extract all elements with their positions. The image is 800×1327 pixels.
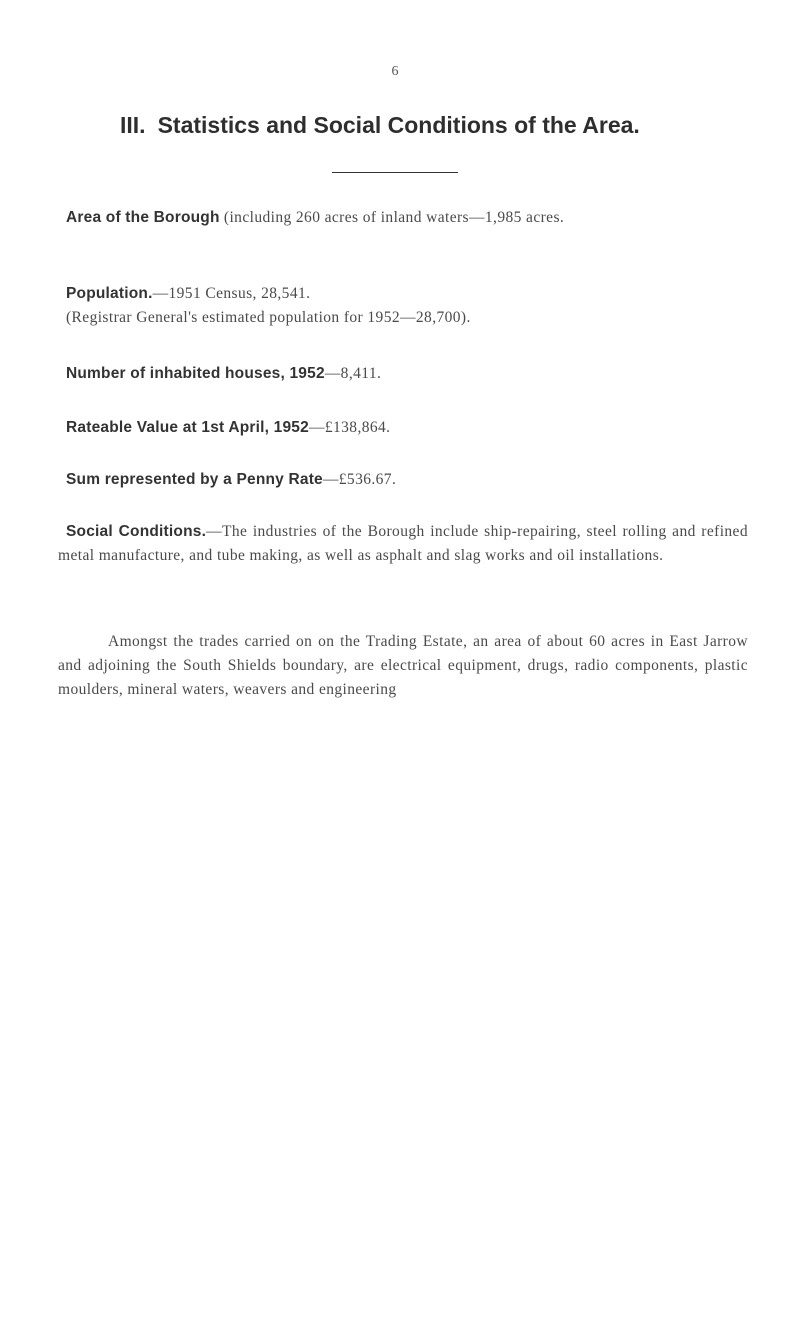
heading-divider — [332, 172, 458, 173]
rateable-label: Rateable Value at 1st April, 1952 — [66, 419, 309, 436]
penny-rate-label: Sum represented by a Penny Rate — [66, 471, 323, 488]
section-title: Statistics and Social Conditions of the Area. — [157, 112, 640, 138]
houses-paragraph — [66, 362, 746, 386]
area-paragraph — [66, 206, 746, 230]
houses-label: Number of inhabited houses, 1952 — [66, 365, 325, 382]
social-label: Social Conditions. — [66, 523, 207, 540]
area-text: (including 260 acres of inland waters—1,985 acres. — [219, 209, 565, 226]
population-text: —1951 Census, 28,541. — [152, 285, 311, 302]
penny-rate-paragraph — [66, 468, 746, 492]
rateable-text: —£138,864. — [308, 419, 391, 436]
rateable-paragraph — [66, 416, 746, 440]
houses-text: —8,411. — [324, 365, 382, 382]
penny-rate-text: —£536.67. — [322, 471, 397, 488]
section-numeral: III. — [120, 112, 146, 138]
section-heading — [120, 112, 640, 139]
trades-text: Amongst the trades carried on on the Trading Estate, an area of about 60 acres in East Jarrow and adjoining the South Shields boundary, are electrical equipment, drugs, radio components, plastic moulders, mineral waters, weavers and engineering — [58, 633, 748, 698]
area-label: Area of the Borough — [66, 209, 220, 226]
social-text: —The industries of the Borough include ship-repairing, steel rolling and refined metal manufacture, and tube making, as well as asphalt and slag works and oil installations. — [58, 523, 748, 564]
page-number: 6 — [391, 64, 399, 79]
population-paragraph — [66, 282, 746, 330]
social-conditions-paragraph — [58, 520, 748, 568]
registrar-estimate: (Registrar General's estimated population for 1952—28,700). — [66, 309, 471, 326]
population-label: Population. — [66, 285, 153, 302]
trades-paragraph — [58, 630, 748, 702]
